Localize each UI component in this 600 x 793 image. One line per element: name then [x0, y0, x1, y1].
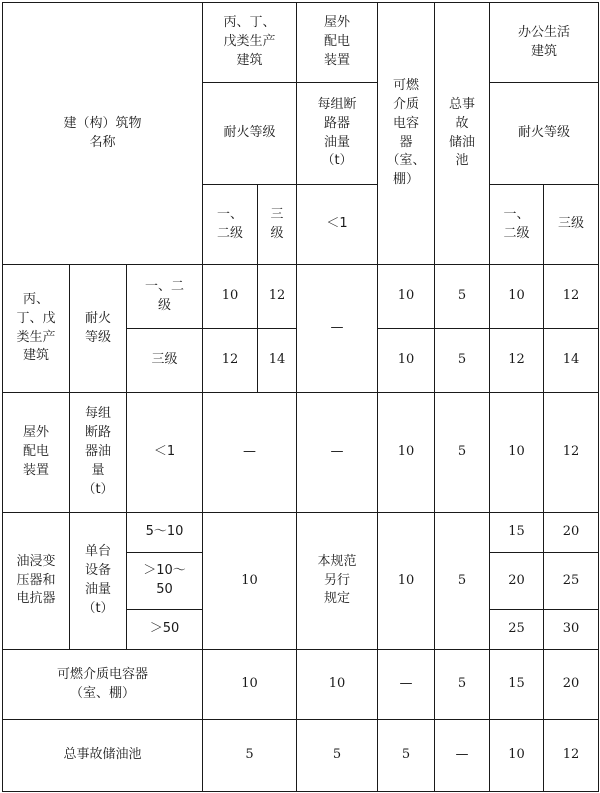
- table-cell: 10: [203, 513, 297, 650]
- table-cell: 12: [490, 329, 544, 393]
- table-cell: 10: [378, 393, 435, 513]
- table-cell: 10: [378, 265, 435, 329]
- row-label-oil-pool: 总事故储油池: [3, 720, 203, 792]
- header-fire-rating: 耐火等级: [203, 83, 297, 185]
- table-cell: 10: [490, 720, 544, 792]
- header-office-grade-1-2: 一、 二级: [490, 185, 544, 265]
- header-grade-1-2: 一、 二级: [203, 185, 258, 265]
- header-oil-per-group: 每组断 路器 油量 （t）: [297, 83, 378, 185]
- header-row-1: [3, 3, 599, 83]
- row-label-transformer: 油浸变 压器和 电抗器: [3, 513, 70, 650]
- table-row: [3, 720, 599, 792]
- table-cell-dash: —: [297, 265, 378, 393]
- table-cell: 14: [258, 329, 297, 393]
- table-cell: 20: [490, 553, 544, 610]
- table-cell: 12: [544, 265, 599, 329]
- table-cell: 12: [544, 393, 599, 513]
- table-cell: 30: [544, 610, 599, 650]
- table-cell-dash: —: [203, 393, 297, 513]
- table-cell: 25: [544, 553, 599, 610]
- header-office-building: 办公生活 建筑: [490, 3, 599, 83]
- table-cell: 20: [544, 513, 599, 553]
- table-cell: 10: [490, 393, 544, 513]
- row-sub-grade-3: 三级: [127, 329, 203, 393]
- table-row: [3, 513, 599, 553]
- row-sub-fire-rating: 耐火 等级: [70, 265, 127, 393]
- header-oil-pool: 总事 故 储油 池: [435, 3, 490, 265]
- header-less-than-1: ＜1: [297, 185, 378, 265]
- table-cell: 10: [203, 650, 297, 720]
- table-cell: 10: [297, 650, 378, 720]
- row-sub-grade-1-2: 一、二 级: [127, 265, 203, 329]
- table-cell: 5: [435, 393, 490, 513]
- row-label-prod-building: 丙、 丁、戊 类生产 建筑: [3, 265, 70, 393]
- table-cell: 10: [203, 265, 258, 329]
- table-cell: 10: [490, 265, 544, 329]
- table-cell-dash: —: [297, 393, 378, 513]
- table-cell-dash: —: [378, 650, 435, 720]
- table-cell: 5: [203, 720, 297, 792]
- header-prod-building: 丙、丁、 戊类生产 建筑: [203, 3, 297, 83]
- table-row: [3, 265, 599, 329]
- fire-separation-distance-table: [2, 2, 599, 792]
- row-sub-oil-per-group: 每组 断路 器油 量 （t）: [70, 393, 127, 513]
- row-sub-single-oil: 单台 设备 油量 （t）: [70, 513, 127, 650]
- table-cell-special: 本规范 另行 规定: [297, 513, 378, 650]
- table-cell-dash: —: [435, 720, 490, 792]
- table-cell: 5: [435, 650, 490, 720]
- header-capacitor: 可燃 介质 电容 器 （室、 棚）: [378, 3, 435, 265]
- table-cell: 12: [544, 720, 599, 792]
- table-cell: 15: [490, 650, 544, 720]
- table-cell: 5: [297, 720, 378, 792]
- table-cell: 5: [378, 720, 435, 792]
- table-cell: 14: [544, 329, 599, 393]
- header-building-name: 建（构）筑物 名称: [3, 3, 203, 265]
- table-cell: 5: [435, 329, 490, 393]
- table-cell: 10: [378, 513, 435, 650]
- table-cell: 25: [490, 610, 544, 650]
- header-grade-3: 三 级: [258, 185, 297, 265]
- table-cell: 12: [203, 329, 258, 393]
- header-office-grade-3: 三级: [544, 185, 599, 265]
- row-label-outdoor: 屋外 配电 装置: [3, 393, 70, 513]
- row-sub-range-gt-50: ＞50: [127, 610, 203, 650]
- table-row: [3, 650, 599, 720]
- table-cell: 12: [258, 265, 297, 329]
- fire-separation-table-container: [2, 2, 599, 792]
- row-sub-range-10-50: ＞10～ 50: [127, 553, 203, 610]
- table-cell: 10: [378, 329, 435, 393]
- table-row: [3, 393, 599, 513]
- row-sub-range-5-10: 5～10: [127, 513, 203, 553]
- row-sub-less-than-1: ＜1: [127, 393, 203, 513]
- header-outdoor-distribution: 屋外 配电 装置: [297, 3, 378, 83]
- header-fire-rating-office: 耐火等级: [490, 83, 599, 185]
- table-cell: 5: [435, 265, 490, 329]
- table-cell: 20: [544, 650, 599, 720]
- table-cell: 5: [435, 513, 490, 650]
- row-label-capacitor: 可燃介质电容器 （室、棚）: [3, 650, 203, 720]
- table-cell: 15: [490, 513, 544, 553]
